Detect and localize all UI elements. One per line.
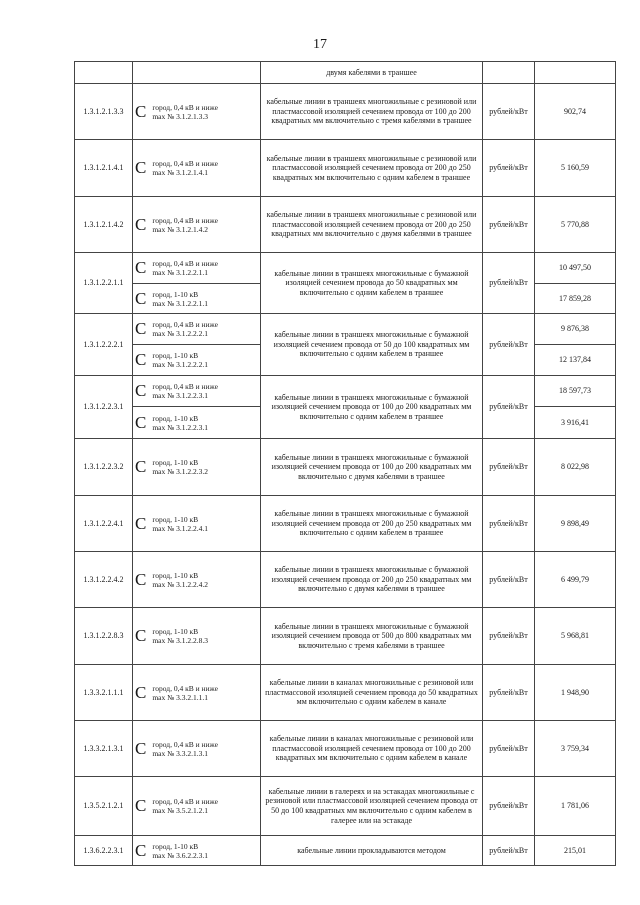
category-wrap (135, 515, 258, 533)
category-info (152, 515, 208, 533)
category-cell (133, 62, 261, 84)
category-info (152, 414, 208, 432)
row-description: кабельные линии в траншеях многожильные с бумажной изоляцией сечением провода от 100 до 200 квадратных мм включительно с одним кабелем в траншее (261, 376, 483, 439)
category-wrap (135, 627, 258, 645)
category-info (152, 290, 208, 308)
category-letter: С (135, 214, 147, 234)
row-description: кабельные линии прокладываются методом (261, 836, 483, 866)
row-description: кабельные линии в траншеях многожильные с бумажной изоляцией сечением провода до 50 квадратных мм включительно с одним кабелем в траншее (261, 253, 483, 314)
table-row (75, 608, 616, 665)
max-reference: max № 3.1.2.2.2.1 (152, 360, 209, 369)
category-cell (133, 439, 261, 496)
category-info (152, 259, 218, 277)
max-reference: max № 3.3.2.1.1.1 (152, 692, 209, 702)
category-letter: С (135, 101, 147, 121)
category-wrap (135, 103, 258, 121)
voltage-level: город, 0,4 кВ и ниже (152, 320, 218, 329)
max-reference: max № 3.1.2.1.4.2 (152, 224, 209, 234)
table-row (75, 197, 616, 253)
category-cell (133, 407, 261, 439)
category-wrap (135, 458, 258, 476)
category-letter: С (135, 381, 147, 400)
table-row (75, 253, 616, 284)
max-reference: max № 3.5.2.1.2.1 (152, 806, 209, 815)
row-description: кабельные линии в траншеях многожильные с резиновой или пластмассовой изоляцией сечением провода от 200 до 250 квадратных мм включительно с двумя кабелями в траншее (261, 197, 483, 253)
row-unit: рублей/кВт (483, 665, 535, 721)
row-price: 10 497,50 (535, 253, 616, 284)
category-info (152, 797, 218, 815)
voltage-level: город, 1-10 кВ (152, 289, 199, 299)
row-price: 12 137,84 (535, 345, 616, 376)
category-cell (133, 314, 261, 345)
category-cell (133, 284, 261, 314)
category-cell (133, 836, 261, 866)
row-unit: рублей/кВт (483, 140, 535, 197)
table-row (75, 496, 616, 552)
category-info (152, 571, 208, 589)
table-row (75, 552, 616, 608)
row-price: 9 876,38 (535, 314, 616, 345)
voltage-level: город, 1-10 кВ (152, 627, 199, 636)
voltage-level: город, 1-10 кВ (152, 351, 199, 360)
category-cell (133, 345, 261, 376)
category-letter: С (135, 350, 147, 369)
row-code: 1.3.6.2.2.3.1 (75, 836, 133, 866)
row-description: кабельные линии в траншеях многожильные с бумажной изоляцией сечением провода от 200 до 250 квадратных мм включительно с одним кабелем в траншее (261, 496, 483, 552)
row-code: 1.3.1.2.2.2.1 (75, 314, 133, 376)
row-code: 1.3.1.2.1.4.1 (75, 140, 133, 197)
category-wrap (135, 159, 258, 177)
row-price: 3 916,41 (535, 407, 616, 439)
row-unit: рублей/кВт (483, 496, 535, 552)
row-description: кабельные линии в галереях и на эстакадах многожильные с резиновой или пластмассовой изоляцией сечением провода от 50 до 100 квадратных мм включительно с одним кабелем в галерее или на эстакаде (261, 777, 483, 836)
row-description: кабельные линии в траншеях многожильные с резиновой или пластмассовой изоляцией сечением провода от 200 до 250 квадратных мм включительно с одним кабелем в траншее (261, 140, 483, 197)
row-code: 1.3.1.2.2.1.1 (75, 253, 133, 314)
row-code: 1.3.1.2.2.3.1 (75, 376, 133, 439)
category-letter: С (135, 319, 147, 338)
unit-cell (483, 62, 535, 84)
category-info (152, 216, 218, 234)
category-wrap (135, 571, 258, 589)
category-wrap (135, 842, 258, 860)
row-unit: рублей/кВт (483, 777, 535, 836)
voltage-level: город, 0,4 кВ и ниже (152, 382, 218, 391)
category-info (152, 842, 208, 860)
row-price: 902,74 (535, 84, 616, 140)
voltage-level: город, 0,4 кВ и ниже (152, 159, 218, 168)
row-unit: рублей/кВт (483, 314, 535, 376)
max-reference: max № 3.1.2.2.4.1 (152, 523, 209, 533)
category-info (152, 627, 208, 645)
row-unit: рублей/кВт (483, 552, 535, 608)
row-code: 1.3.1.2.1.4.2 (75, 197, 133, 253)
max-reference: max № 3.1.2.2.1.1 (152, 298, 209, 308)
voltage-level: город, 1-10 кВ (152, 413, 199, 423)
category-info (152, 382, 218, 400)
category-info (152, 684, 218, 702)
max-reference: max № 3.1.2.2.3.1 (152, 391, 209, 400)
category-cell (133, 84, 261, 140)
row-price: 17 859,28 (535, 284, 616, 314)
row-unit: рублей/кВт (483, 84, 535, 140)
category-letter: С (135, 513, 147, 533)
description-cell: двумя кабелями в траншее (261, 62, 483, 84)
category-wrap (135, 216, 258, 234)
row-price: 8 022,98 (535, 439, 616, 496)
table-row (75, 314, 616, 345)
code-cell (75, 62, 133, 84)
category-cell (133, 376, 261, 407)
row-unit: рублей/кВт (483, 836, 535, 866)
voltage-level: город, 0,4 кВ и ниже (152, 797, 218, 806)
category-wrap (135, 320, 258, 338)
category-cell (133, 721, 261, 777)
voltage-level: город, 0,4 кВ и ниже (152, 102, 218, 112)
row-price: 1 948,90 (535, 665, 616, 721)
voltage-level: город, 1-10 кВ (152, 514, 199, 524)
category-cell (133, 777, 261, 836)
voltage-level: город, 0,4 кВ и ниже (152, 683, 218, 693)
row-price: 1 781,06 (535, 777, 616, 836)
max-reference: max № 3.3.2.1.3.1 (152, 748, 209, 758)
row-code: 1.3.1.2.2.3.2 (75, 439, 133, 496)
row-price: 18 597,73 (535, 376, 616, 407)
max-reference: max № 3.1.2.1.3.3 (152, 111, 209, 121)
table-row (75, 376, 616, 407)
row-price: 6 499,79 (535, 552, 616, 608)
category-letter: С (135, 158, 147, 177)
category-cell (133, 608, 261, 665)
table-row (75, 140, 616, 197)
category-cell (133, 665, 261, 721)
row-unit: рублей/кВт (483, 376, 535, 439)
category-letter: С (135, 457, 147, 476)
row-unit: рублей/кВт (483, 197, 535, 253)
table-row (75, 439, 616, 496)
max-reference: max № 3.1.2.2.2.1 (152, 329, 209, 338)
row-code: 1.3.3.2.1.1.1 (75, 665, 133, 721)
row-description: кабельные линии в траншеях многожильные с бумажной изоляцией сечением провода от 50 до 100 квадратных мм включительно с одним кабелем в траншее (261, 314, 483, 376)
category-info (152, 159, 218, 177)
row-code: 1.3.1.2.2.8.3 (75, 608, 133, 665)
category-info (152, 351, 208, 369)
voltage-level: город, 0,4 кВ и ниже (152, 215, 218, 225)
row-description: кабельные линии в траншеях многожильные с бумажной изоляцией сечением провода от 500 до 800 квадратных мм включительно с тремя кабелями в траншее (261, 608, 483, 665)
row-description: кабельные линии в каналах многожильные с резиновой или пластмассовой изоляцией сечением провода от 100 до 200 квадратных мм включительно с одним кабелем в канале (261, 721, 483, 777)
row-price: 5 160,59 (535, 140, 616, 197)
price-cell (535, 62, 616, 84)
table-row (75, 836, 616, 866)
voltage-level: город, 0,4 кВ и ниже (152, 259, 218, 268)
category-letter: С (135, 682, 147, 702)
max-reference: max № 3.1.2.2.1.1 (152, 268, 209, 277)
category-wrap (135, 740, 258, 758)
category-cell (133, 197, 261, 253)
category-cell (133, 253, 261, 284)
row-price: 9 898,49 (535, 496, 616, 552)
row-code: 1.3.1.2.1.3.3 (75, 84, 133, 140)
row-unit: рублей/кВт (483, 439, 535, 496)
row-description: кабельные линии в траншеях многожильные с бумажной изоляцией сечением провода от 200 до 250 квадратных мм включительно с двумя кабелями в траншее (261, 552, 483, 608)
row-description: кабельные линии в траншеях многожильные с бумажной изоляцией сечением провода от 100 до 200 квадратных мм включительно с двумя кабелями в траншее (261, 439, 483, 496)
voltage-level: город, 1-10 кВ (152, 841, 199, 851)
category-cell (133, 496, 261, 552)
category-info (152, 458, 208, 476)
category-letter: С (135, 569, 147, 589)
row-unit: рублей/кВт (483, 721, 535, 777)
category-cell (133, 552, 261, 608)
row-code: 1.3.1.2.2.4.1 (75, 496, 133, 552)
category-letter: С (135, 258, 147, 277)
row-price: 3 759,34 (535, 721, 616, 777)
category-letter: С (135, 840, 147, 860)
max-reference: max № 3.1.2.1.4.1 (152, 168, 209, 177)
category-wrap (135, 351, 258, 369)
max-reference: max № 3.1.2.2.3.1 (152, 422, 209, 432)
category-wrap (135, 414, 258, 432)
table-row (75, 84, 616, 140)
category-wrap (135, 684, 258, 702)
tariff-table (74, 61, 616, 866)
row-code: 1.3.5.2.1.2.1 (75, 777, 133, 836)
row-description: кабельные линии в каналах многожильные с резиновой или пластмассовой изоляцией сечением провода до 50 квадратных мм включительно с одним кабелем в канале (261, 665, 483, 721)
category-info (152, 103, 218, 121)
max-reference: max № 3.6.2.2.3.1 (152, 850, 209, 860)
category-wrap (135, 290, 258, 308)
category-info (152, 320, 218, 338)
table-row (75, 777, 616, 836)
page-number: 17 (313, 37, 327, 52)
row-unit: рублей/кВт (483, 608, 535, 665)
category-letter: С (135, 288, 147, 308)
category-cell (133, 140, 261, 197)
row-description: кабельные линии в траншеях многожильные с резиновой или пластмассовой изоляцией сечением провода от 100 до 200 квадратных мм включительно с тремя кабелями в траншее (261, 84, 483, 140)
row-code: 1.3.3.2.1.3.1 (75, 721, 133, 777)
category-letter: С (135, 796, 147, 815)
voltage-level: город, 1-10 кВ (152, 458, 199, 467)
max-reference: max № 3.1.2.2.4.2 (152, 579, 209, 589)
category-letter: С (135, 412, 147, 432)
max-reference: max № 3.1.2.2.8.3 (152, 636, 209, 645)
row-code: 1.3.1.2.2.4.2 (75, 552, 133, 608)
category-letter: С (135, 738, 147, 758)
table-row (75, 665, 616, 721)
category-letter: С (135, 626, 147, 645)
category-wrap (135, 259, 258, 277)
row-price: 215,01 (535, 836, 616, 866)
max-reference: max № 3.1.2.2.3.2 (152, 467, 209, 476)
row-price: 5 968,81 (535, 608, 616, 665)
category-wrap (135, 382, 258, 400)
voltage-level: город, 0,4 кВ и ниже (152, 739, 218, 749)
category-wrap (135, 797, 258, 815)
table-row (75, 721, 616, 777)
voltage-level: город, 1-10 кВ (152, 570, 199, 580)
row-unit: рублей/кВт (483, 253, 535, 314)
row-price: 5 770,88 (535, 197, 616, 253)
category-info (152, 740, 218, 758)
continuation-row (75, 62, 616, 84)
